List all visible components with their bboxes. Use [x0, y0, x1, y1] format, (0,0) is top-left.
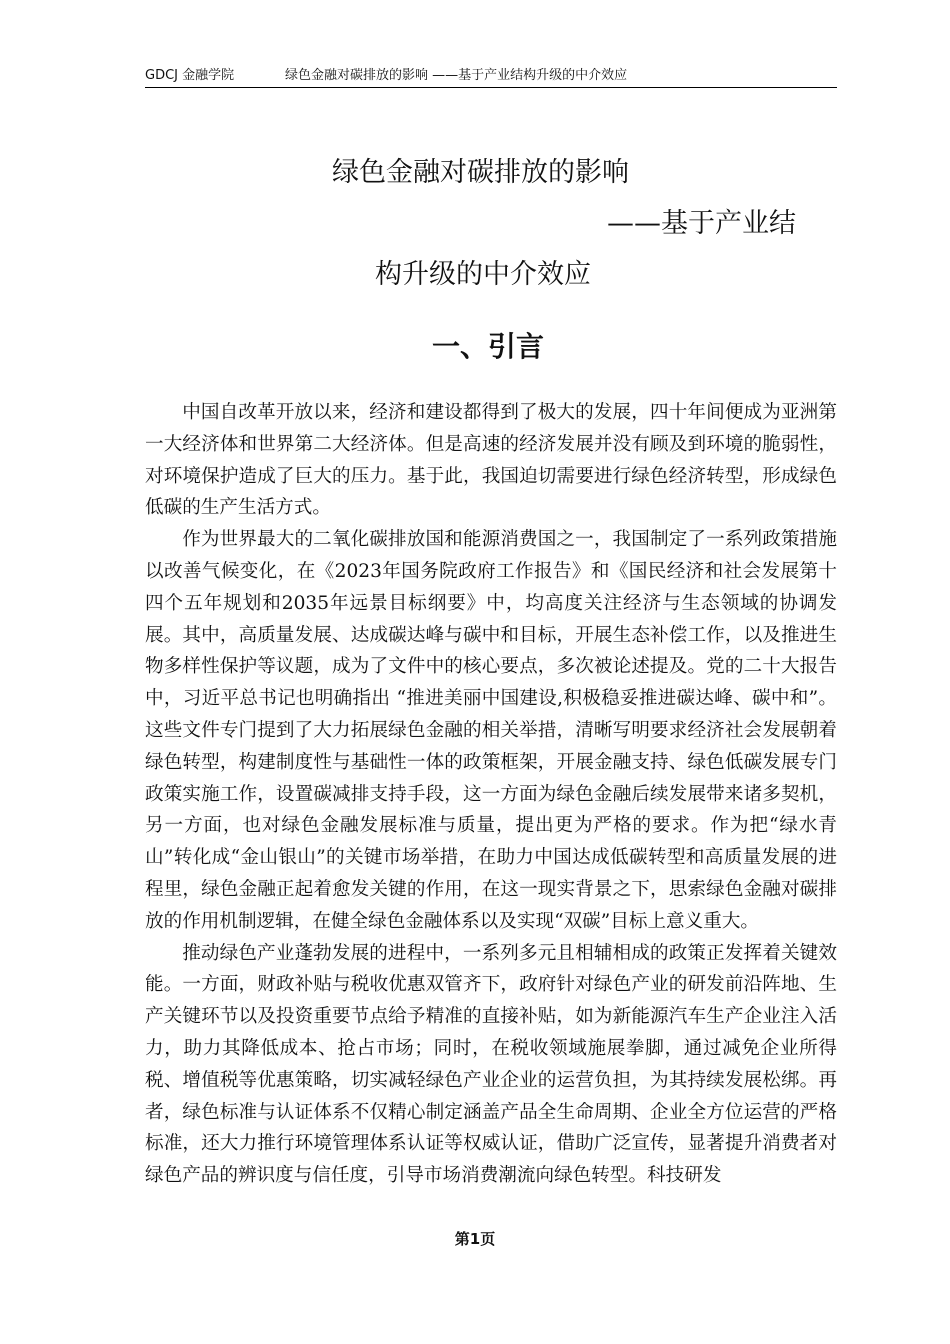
- header-institution: GDCJ 金融学院: [145, 68, 235, 83]
- paragraph-3: 推动绿色产业蓬勃发展的进程中，一系列多元且相辅相成的政策正发挥着关键效能。一方面，财政补贴与税收优惠双管齐下，政府针对绿色产业的研发前沿阵地、生产关键环节以及投资重要节点给予精准的直接补贴，如为新能源汽车生产企业注入活力，助力其降低成本、抢占市场；同时，在税收领域施展拳脚，通过减免企业所得税、增值税等优惠策略，切实减轻绿色产业企业的运营负担，为其持续发展松绑。再者，绿色标准与认证体系不仅精心制定涵盖产品全生命周期、企业全方位运营的严格标准，还大力推行环境管理体系认证等权威认证，借助广泛宣传，显著提升消费者对绿色产品的辨识度与信任度，引导市场消费潮流向绿色转型。科技研发: [145, 942, 837, 1187]
- page-header: [145, 67, 837, 88]
- header-running-title: 绿色金融对碳排放的影响 ——基于产业结构升级的中介效应: [285, 68, 628, 83]
- page-number: 第1页: [454, 1230, 496, 1248]
- section-heading: 一、引言: [432, 330, 545, 363]
- paragraph-1: 中国自改革开放以来，经济和建设都得到了极大的发展，四十年间便成为亚洲第一大经济体和世界第二大经济体。但是高速的经济发展并没有顾及到环境的脆弱性，对环境保护造成了巨大的压力。基于此，我国迫切需要进行绿色经济转型，形成绿色低碳的生产生活方式。: [145, 402, 837, 519]
- body-text: [145, 397, 837, 1192]
- title-line-2: ——基于产业结: [607, 208, 796, 239]
- title-line-1: 绿色金融对碳排放的影响: [332, 157, 629, 188]
- paragraph-2: 作为世界最大的二氧化碳排放国和能源消费国之一，我国制定了一系列政策措施以改善气候变化，在《2023年国务院政府工作报告》和《国民经济和社会发展第十四个五年规划和2035年远景目标纲要》中，均高度关注经济与生态领域的协调发展。其中，高质量发展、达成碳达峰与碳中和目标，开展生态补偿工作，以及推进生物多样性保护等议题，成为了文件中的核心要点，多次被论述提及。党的二十大报告中，习近平总书记也明确指出 “推进美丽中国建设,积极稳妥推进碳达峰、碳中和”。这些文件专门提到了大力拓展绿色金融的相关举措，清晰写明要求经济社会发展朝着绿色转型，构建制度性与基础性一体的政策框架，开展金融支持、绿色低碳发展专门政策实施工作，设置碳减排支持手段，这一方面为绿色金融后续发展带来诸多契机，另一方面，也对绿色金融发展标准与质量，提出更为严格的要求。作为把“绿水青山”转化成“金山银山”的关键市场举措，在助力中国达成低碳转型和高质量发展的进程里，绿色金融正起着愈发关键的作用，在这一现实背景之下，思索绿色金融对碳排放的作用机制逻辑，在健全绿色金融体系以及实现“双碳”目标上意义重大。: [145, 529, 837, 932]
- title-line-3: 构升级的中介效应: [375, 259, 591, 290]
